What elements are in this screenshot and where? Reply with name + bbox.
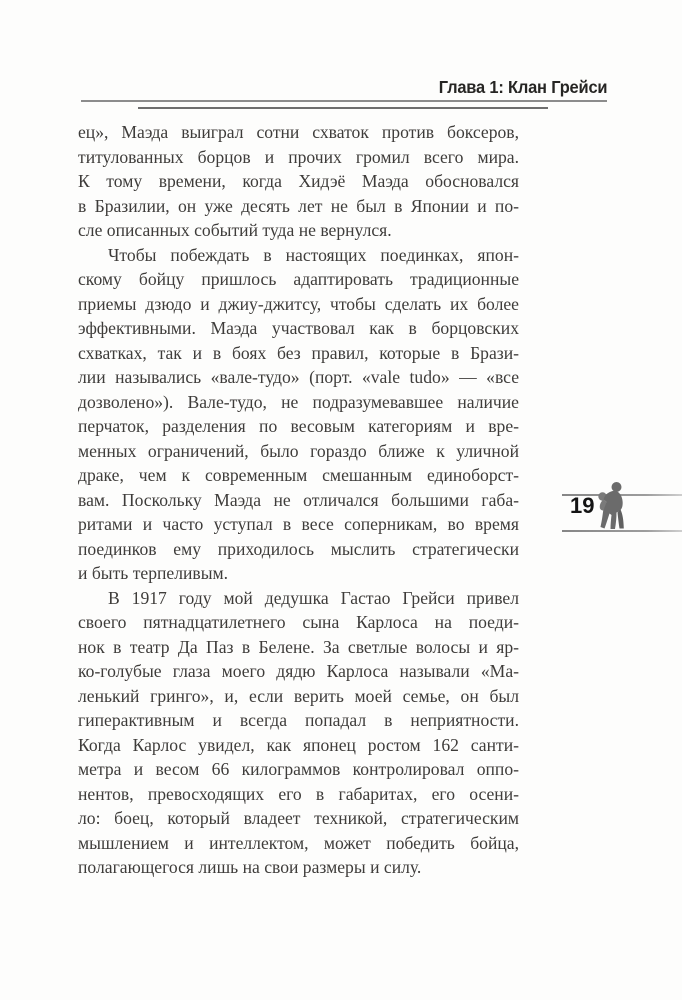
text-line: ритами и часто уступал в весе соперникам, во время: [78, 514, 519, 534]
text-line: Когда Карлос увидел, как японец ростом 162 санти-: [78, 734, 519, 755]
text-line: в Бразилии, он уже десять лет не был в Японии и по-: [78, 195, 519, 216]
text-line: ец», Маэда выиграл сотни схваток против боксеров,: [78, 122, 519, 142]
text-line: Чтобы побеждать в настоящих поединках, япон-: [108, 244, 519, 265]
text-line: лии назывались «вале-тудо» (порт. «vale tudo» — «все: [78, 367, 519, 387]
text-line: и быть терпеливым.: [78, 563, 229, 583]
text-line: схватках, так и в боях без правил, которые в Брази-: [78, 342, 519, 363]
page-number: 19: [570, 493, 595, 518]
text-line: своего пятнадцатилетнего сына Карлоса на поеди-: [78, 612, 519, 632]
text-line: гиперактивным и всегда попадал в неприятности.: [78, 710, 519, 730]
text-line: нок в театр Да Паз в Белене. За светлые волосы и яр-: [78, 636, 519, 657]
grappling-judoka-icon: [594, 479, 628, 535]
text-line: К тому времени, когда Хидэё Маэда обосновался: [78, 171, 519, 191]
text-line: поединков ему приходилось мыслить стратегически: [78, 538, 519, 559]
text-line: скому бойцу пришлось адаптировать традиционные: [78, 269, 519, 289]
text-line: перчаток, разделения по весовым категориям и вре-: [78, 416, 519, 436]
text-line: приемы дзюдо и джиу-джитсу, чтобы сделать их более: [78, 293, 519, 314]
text-line: дозволено»). Вале-тудо, не подразумевавшее наличие: [78, 391, 519, 412]
page-number-marker: [562, 483, 682, 535]
text-line: титулованных борцов и прочих громил всего мира.: [78, 146, 519, 167]
header-rule-light: [81, 100, 607, 102]
text-line: В 1917 году мой дедушка Гастао Грейси привел: [108, 587, 519, 608]
header-rule-dark: [138, 107, 548, 109]
text-line: драке, чем к современным смешанным единоборст-: [78, 465, 519, 485]
text-line: ленький гринго», и, если верить моей семье, он был: [78, 685, 519, 706]
text-line: вам. Поскольку Маэда не отличался большими габа-: [78, 489, 519, 510]
text-line: метра и весом 66 килограммов контролировал оппо-: [78, 759, 519, 779]
text-line: сле описанных событий туда не вернулся.: [78, 220, 392, 240]
text-line: нентов, превосходящих его в габаритах, его осени-: [78, 783, 519, 804]
text-line: эффективными. Маэда участвовал как в борцовских: [78, 318, 519, 338]
running-head: Глава 1: Клан Грейси: [438, 77, 607, 97]
text-line: менных ограничений, было гораздо ближе к уличной: [78, 440, 519, 461]
body-text: [78, 120, 519, 880]
text-line: ко-голубые глаза моего дядю Карлоса называли «Ма-: [78, 661, 519, 681]
text-line: мышлением и интеллектом, может победить бойца,: [78, 832, 519, 853]
text-line: ло: боец, который владеет техникой, стратегическим: [78, 808, 519, 828]
text-line: полагающегося лишь на свои размеры и силу.: [78, 857, 422, 877]
